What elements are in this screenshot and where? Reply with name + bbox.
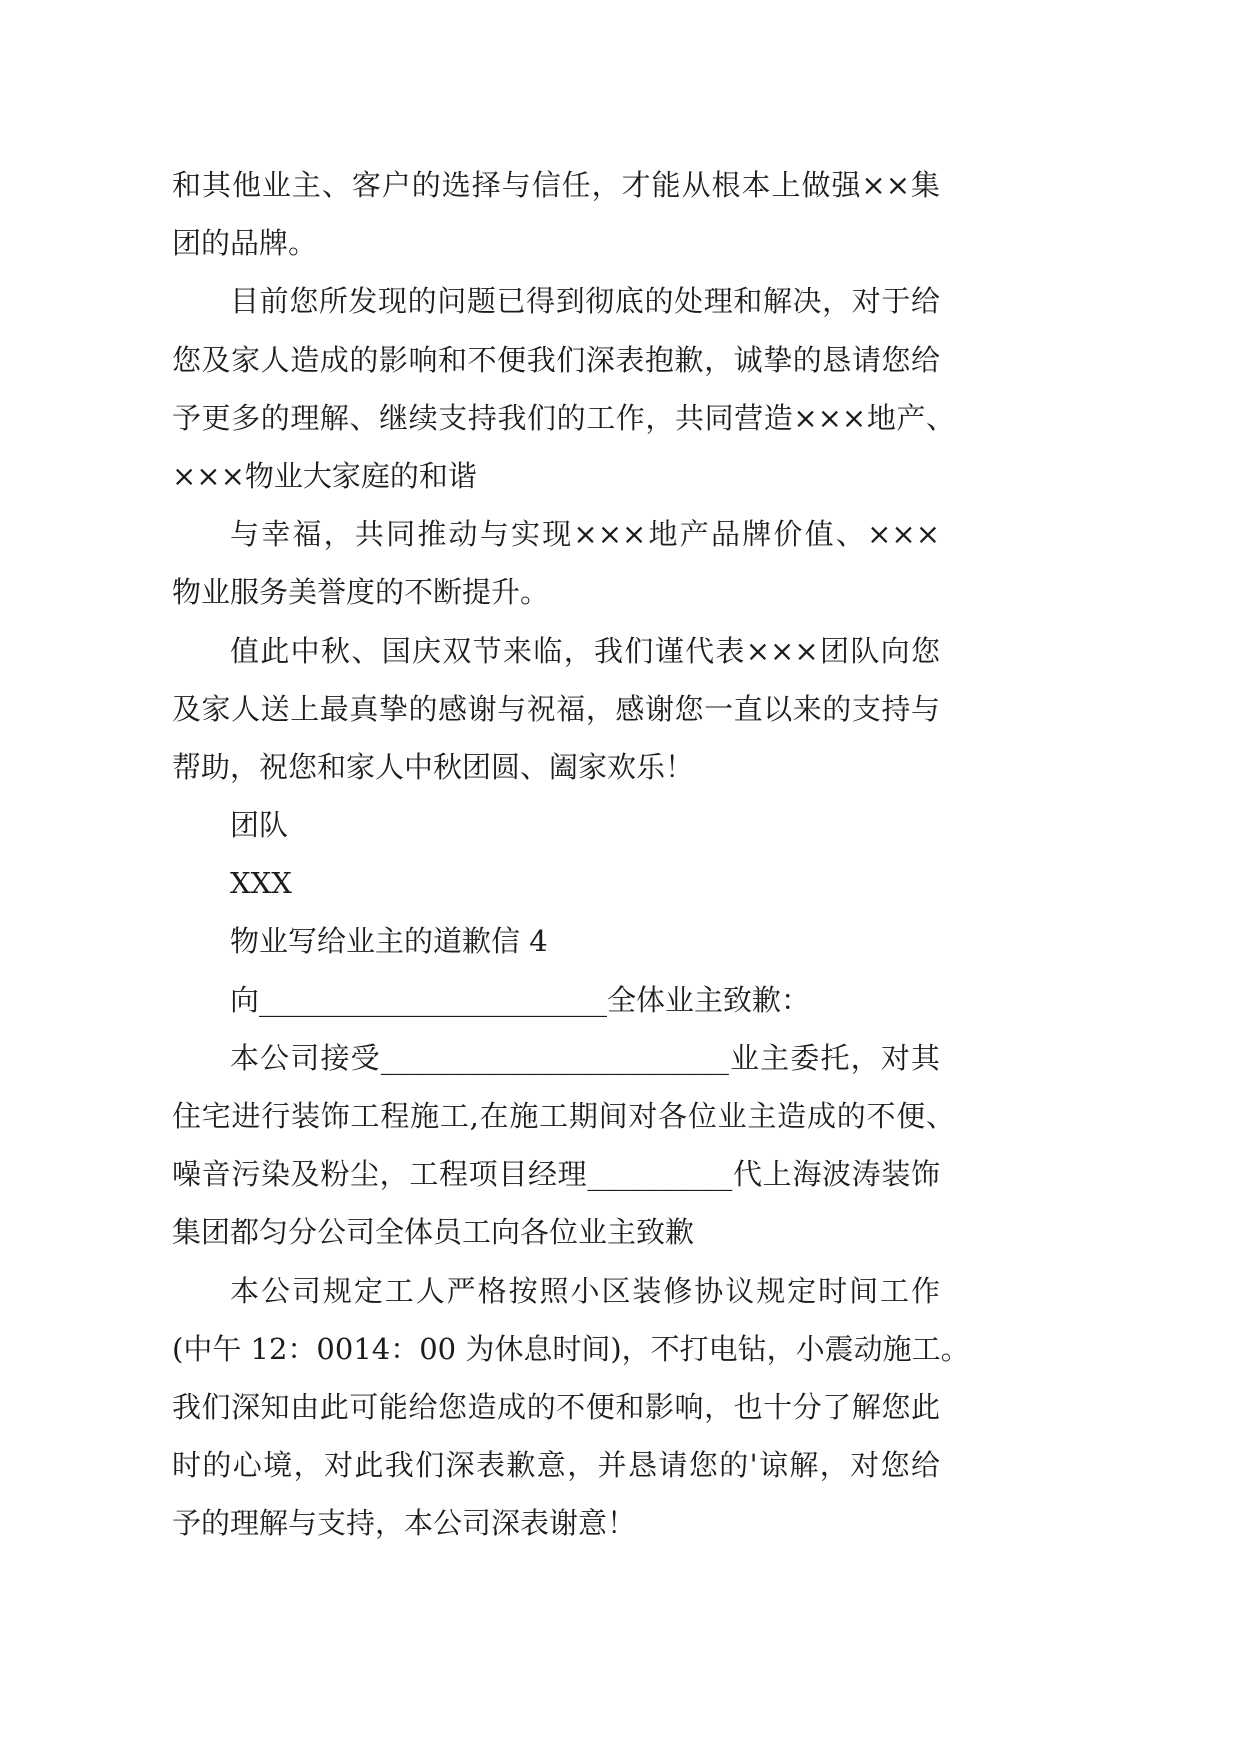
signature-team: [172, 796, 940, 854]
letter-title: [172, 912, 940, 970]
paragraph-line: 予更多的理解、继续支持我们的工作，共同营造×××地产、: [172, 400, 955, 435]
salutation-line: 向________________________全体业主致歉：: [230, 982, 811, 1017]
paragraph-line: 物业服务美誉度的不断提升。: [172, 575, 550, 610]
paragraph-line: 住宅进行装饰工程施工,在施工期间对各位业主造成的不便、: [172, 1099, 955, 1133]
signature-name: [172, 854, 940, 912]
body-paragraph: [172, 505, 940, 621]
paragraph-line: 本公司规定工人严格按照小区装修协议规定时间工作: [230, 1273, 940, 1308]
document-page: [172, 156, 970, 1553]
paragraph-line: 团的品牌。: [172, 226, 318, 261]
paragraph-line: 与幸福，共同推动与实现×××地产品牌价值、×××: [230, 517, 940, 552]
paragraph-line: 集团都匀分公司全体员工向各位业主致歉: [172, 1215, 695, 1250]
paragraph-line: 及家人送上最真挚的感谢与祝福，感谢您一直以来的支持与: [172, 691, 940, 726]
paragraph-line: ×××物业大家庭的和谐: [172, 458, 477, 493]
body-paragraph: [172, 1262, 970, 1553]
paragraph-line: 予的理解与支持，本公司深表谢意！: [172, 1506, 637, 1541]
paragraph-line: 帮助，祝您和家人中秋团圆、阖家欢乐！: [172, 749, 695, 784]
body-paragraph: [172, 156, 940, 272]
body-paragraph: [172, 622, 940, 797]
signature-team-line: 团队: [230, 808, 289, 843]
paragraph-line: 噪音污染及粉尘，工程项目经理__________代上海波涛装饰: [172, 1157, 940, 1192]
paragraph-line: 我们深知由此可能给您造成的不便和影响，也十分了解您此: [172, 1389, 940, 1424]
salutation: [172, 971, 940, 1029]
paragraph-line: (中午 12：0014：00 为休息时间)，不打电钻，小震动施工。: [172, 1331, 970, 1366]
body-paragraph: [172, 272, 955, 505]
paragraph-line: 目前您所发现的问题已得到彻底的处理和解决，对于给: [230, 284, 940, 319]
paragraph-line: 本公司接受________________________业主委托，对其: [230, 1040, 940, 1075]
letter-title-line: 物业写给业主的道歉信 4: [230, 924, 548, 959]
signature-name-line: XXX: [230, 866, 292, 901]
paragraph-line: 时的心境，对此我们深表歉意，并恳请您的'谅解，对您给: [172, 1448, 940, 1483]
body-paragraph: [172, 1029, 955, 1262]
paragraph-line: 和其他业主、客户的选择与信任，才能从根本上做强××集: [172, 168, 940, 202]
paragraph-line: 值此中秋、国庆双节来临，我们谨代表×××团队向您: [230, 633, 940, 668]
paragraph-line: 您及家人造成的影响和不便我们深表抱歉，诚挚的恳请您给: [172, 342, 940, 377]
